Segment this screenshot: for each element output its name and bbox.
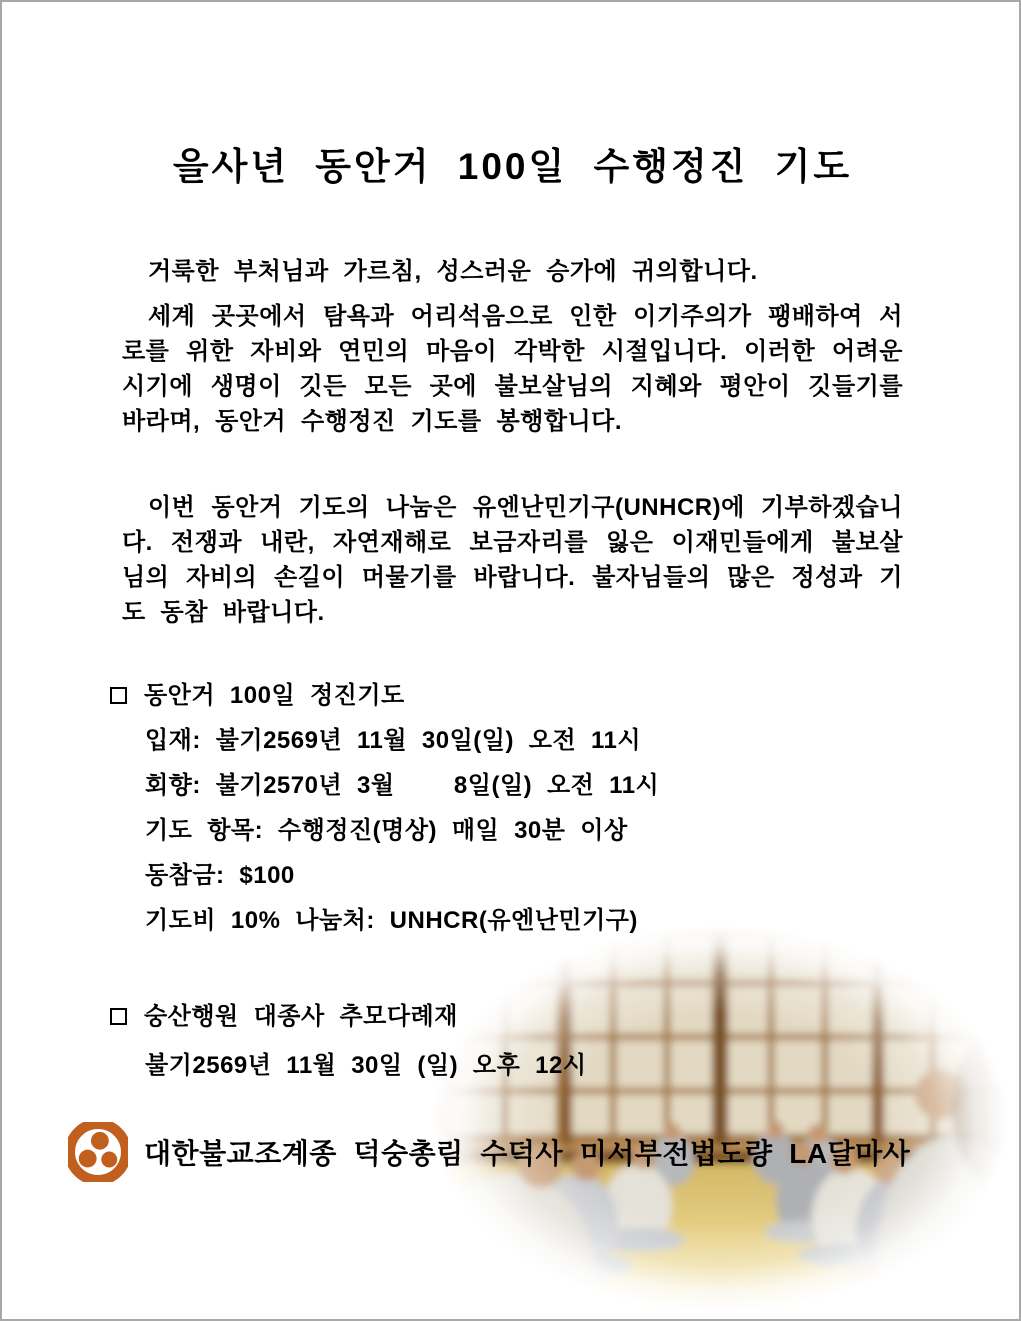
- detail-line-items: 기도 항목: 수행정진(명상) 매일 30분 이상: [145, 817, 628, 844]
- section-heading: 숭산행원 대종사 추모다례재: [144, 1003, 458, 1030]
- paragraph-donation: 이번 동안거 기도의 나눔은 유엔난민기구(UNHCR)에 기부하겠습니다. 전쟁과 내란, 자연재해로 보금자리를 잃은 이재민들에게 불보살님의 자비의 손길이 머물기를 바랍니다. 불자님들의 많은 정성과 기도 동참 바랍니다.: [122, 494, 903, 626]
- detail-line-fee: 동참금: $100: [145, 862, 295, 889]
- detail-line-sharing: 기도비 10% 나눔처: UNHCR(유엔난민기구): [145, 907, 638, 934]
- detail-line-memorial-date: 불기2569년 11월 30일 (일) 오후 12시: [145, 1052, 587, 1079]
- section-memorial: [122, 999, 903, 1083]
- detail-line-start: 입재: 불기2569년 11월 30일(일) 오전 11시: [145, 727, 642, 754]
- organization-name: 대한불교조계종 덕숭총림 수덕사 미서부전법도량 LA달마사: [144, 1138, 911, 1169]
- jogye-order-three-jewels-icon: [68, 1122, 128, 1187]
- flyer-content: [2, 2, 1019, 1185]
- section-prayer-100days: [122, 678, 903, 938]
- detail-line-end: 회향: 불기2570년 3월 8일(일) 오전 11시: [145, 772, 660, 799]
- section-heading: 동안거 100일 정진기도: [144, 682, 405, 709]
- paragraph-intro: 세계 곳곳에서 탐욕과 어리석음으로 인한 이기주의가 팽배하여 서로를 위한 자비와 연민의 마음이 각박한 시절입니다. 이러한 어려운 시기에 생명이 깃든 모든 곳에 불보살님의 지혜와 평안이 깃들기를 바라며, 동안거 수행정진 기도를 봉행합니다.: [122, 303, 903, 435]
- section-heading-row: [110, 678, 903, 713]
- section-heading-row: [110, 999, 903, 1034]
- checkbox-square-icon: [110, 1008, 127, 1025]
- page-title: 을사년 동안거 100일 수행정진 기도: [172, 146, 853, 187]
- paragraph-refuge: 거룩한 부처님과 가르침, 성스러운 승가에 귀의합니다.: [148, 258, 758, 285]
- footer: [68, 1123, 911, 1185]
- checkbox-square-icon: [110, 687, 127, 704]
